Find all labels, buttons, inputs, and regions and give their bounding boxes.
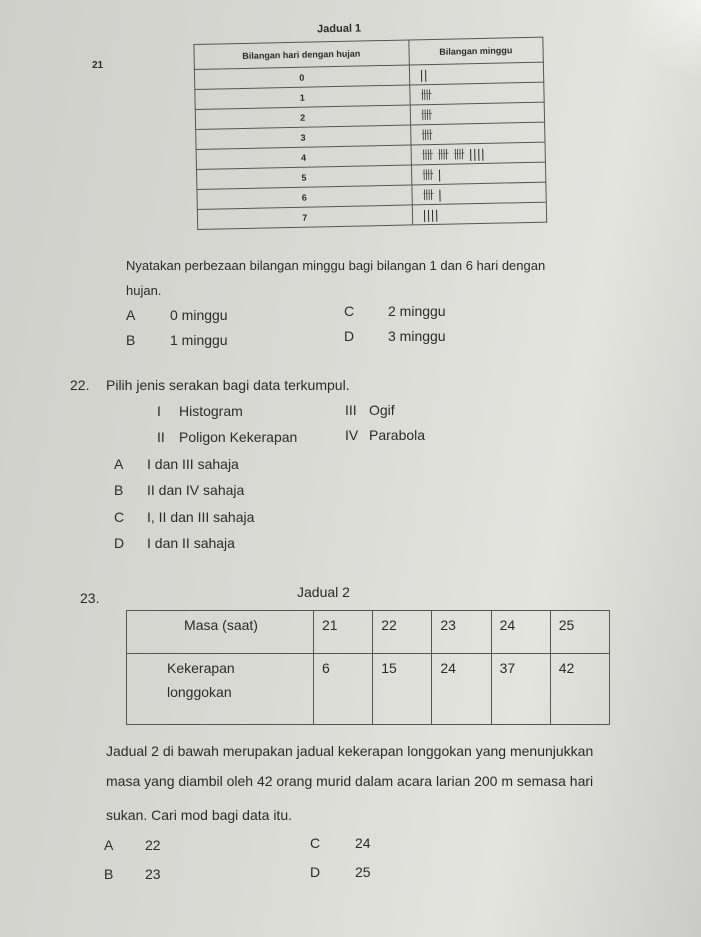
tally-cell: |||| <box>412 202 547 225</box>
item-text: Poligon Kekerapan <box>179 429 298 445</box>
option-text: I dan II sahaja <box>147 535 235 551</box>
table-1-grid <box>193 37 547 230</box>
item-roman: I <box>157 403 161 419</box>
time-cell: 21 <box>314 611 373 654</box>
option-letter: C <box>310 835 321 851</box>
freq-cell: 42 <box>550 654 609 725</box>
tally-cell: 卌 <box>410 122 545 145</box>
item-text: Ogif <box>369 402 395 418</box>
table-1-title: Jadual 1 <box>316 22 362 36</box>
item-text: Parabola <box>369 427 426 443</box>
option-text: 24 <box>355 835 371 851</box>
question-22-text: Pilih jenis serakan bagi data terkumpul. <box>106 377 350 393</box>
option-text: I, II dan III sahaja <box>147 509 255 525</box>
option-text: 23 <box>145 866 161 882</box>
table-2 <box>126 610 610 725</box>
table-1-header-days: Bilangan hari dengan hujan <box>194 40 409 69</box>
question-22-number: 22. <box>70 377 90 393</box>
option-letter: D <box>114 535 125 551</box>
tally-cell: || <box>409 62 544 85</box>
paper-glare <box>621 0 701 80</box>
table-row <box>127 611 610 654</box>
option-text: 2 minggu <box>388 303 446 319</box>
tally-cell: 卌 <box>410 102 545 125</box>
time-cell: 22 <box>373 611 432 654</box>
row-label-time: Masa (saat) <box>127 611 314 654</box>
tally-cell: 卌 卌 卌 |||| <box>411 142 546 165</box>
item-text: Histogram <box>179 403 243 419</box>
table-1-header-weeks: Bilangan minggu <box>408 37 543 65</box>
days-cell: 0 <box>194 65 409 89</box>
option-letter: C <box>344 303 355 319</box>
option-text: 22 <box>145 837 161 853</box>
option-letter: A <box>126 307 136 323</box>
option-letter: A <box>104 837 114 853</box>
option-letter: B <box>104 866 114 882</box>
time-cell: 25 <box>550 611 609 654</box>
option-text: I dan III sahaja <box>147 456 239 472</box>
days-cell: 7 <box>197 205 412 229</box>
time-cell: 23 <box>432 611 491 654</box>
row-label-line: longgokan <box>167 684 232 700</box>
days-cell: 2 <box>195 105 410 129</box>
question-23-text: masa yang diambil oleh 42 orang murid dalam acara larian 200 m semasa hari <box>106 773 594 789</box>
time-cell: 24 <box>491 611 550 654</box>
tally-cell: 卌 | <box>411 182 546 205</box>
days-cell: 3 <box>196 125 411 149</box>
option-letter: D <box>344 328 355 344</box>
days-cell: 5 <box>197 165 412 189</box>
days-cell: 6 <box>197 185 412 209</box>
days-cell: 4 <box>196 145 411 169</box>
days-cell: 1 <box>195 85 410 109</box>
option-text: 3 minggu <box>388 328 446 344</box>
option-letter: A <box>114 456 124 472</box>
option-letter: B <box>114 482 124 498</box>
freq-cell: 37 <box>491 654 550 725</box>
table-2-title: Jadual 2 <box>297 584 350 600</box>
option-text: 25 <box>355 864 371 880</box>
question-21-text-cont: hujan. <box>126 283 162 298</box>
row-label-line: Kekerapan <box>167 660 235 676</box>
option-letter: C <box>114 509 125 525</box>
question-21-text: Nyatakan perbezaan bilangan minggu bagi bilangan 1 dan 6 hari dengan <box>126 258 546 273</box>
option-text: 1 minggu <box>170 332 228 348</box>
item-roman: II <box>157 429 165 445</box>
freq-cell: 15 <box>373 654 432 725</box>
table-1 <box>193 19 547 236</box>
option-letter: D <box>310 864 321 880</box>
item-roman: IV <box>345 427 359 443</box>
freq-cell: 6 <box>314 654 373 725</box>
item-roman: III <box>345 402 357 418</box>
row-label-cumfreq <box>127 654 314 725</box>
tally-cell: 卌 <box>409 82 544 105</box>
option-text: II dan IV sahaja <box>147 482 245 498</box>
question-23-number: 23. <box>80 590 100 606</box>
question-21-number: 21 <box>92 60 104 71</box>
option-text: 0 minggu <box>170 307 228 323</box>
question-23-text: sukan. Cari mod bagi data itu. <box>106 807 292 823</box>
freq-cell: 24 <box>432 654 491 725</box>
table-row <box>127 654 610 725</box>
option-letter: B <box>126 332 136 348</box>
question-23-text: Jadual 2 di bawah merupakan jadual kekerapan longgokan yang menunjukkan <box>106 743 594 759</box>
tally-cell: 卌 | <box>411 162 546 185</box>
